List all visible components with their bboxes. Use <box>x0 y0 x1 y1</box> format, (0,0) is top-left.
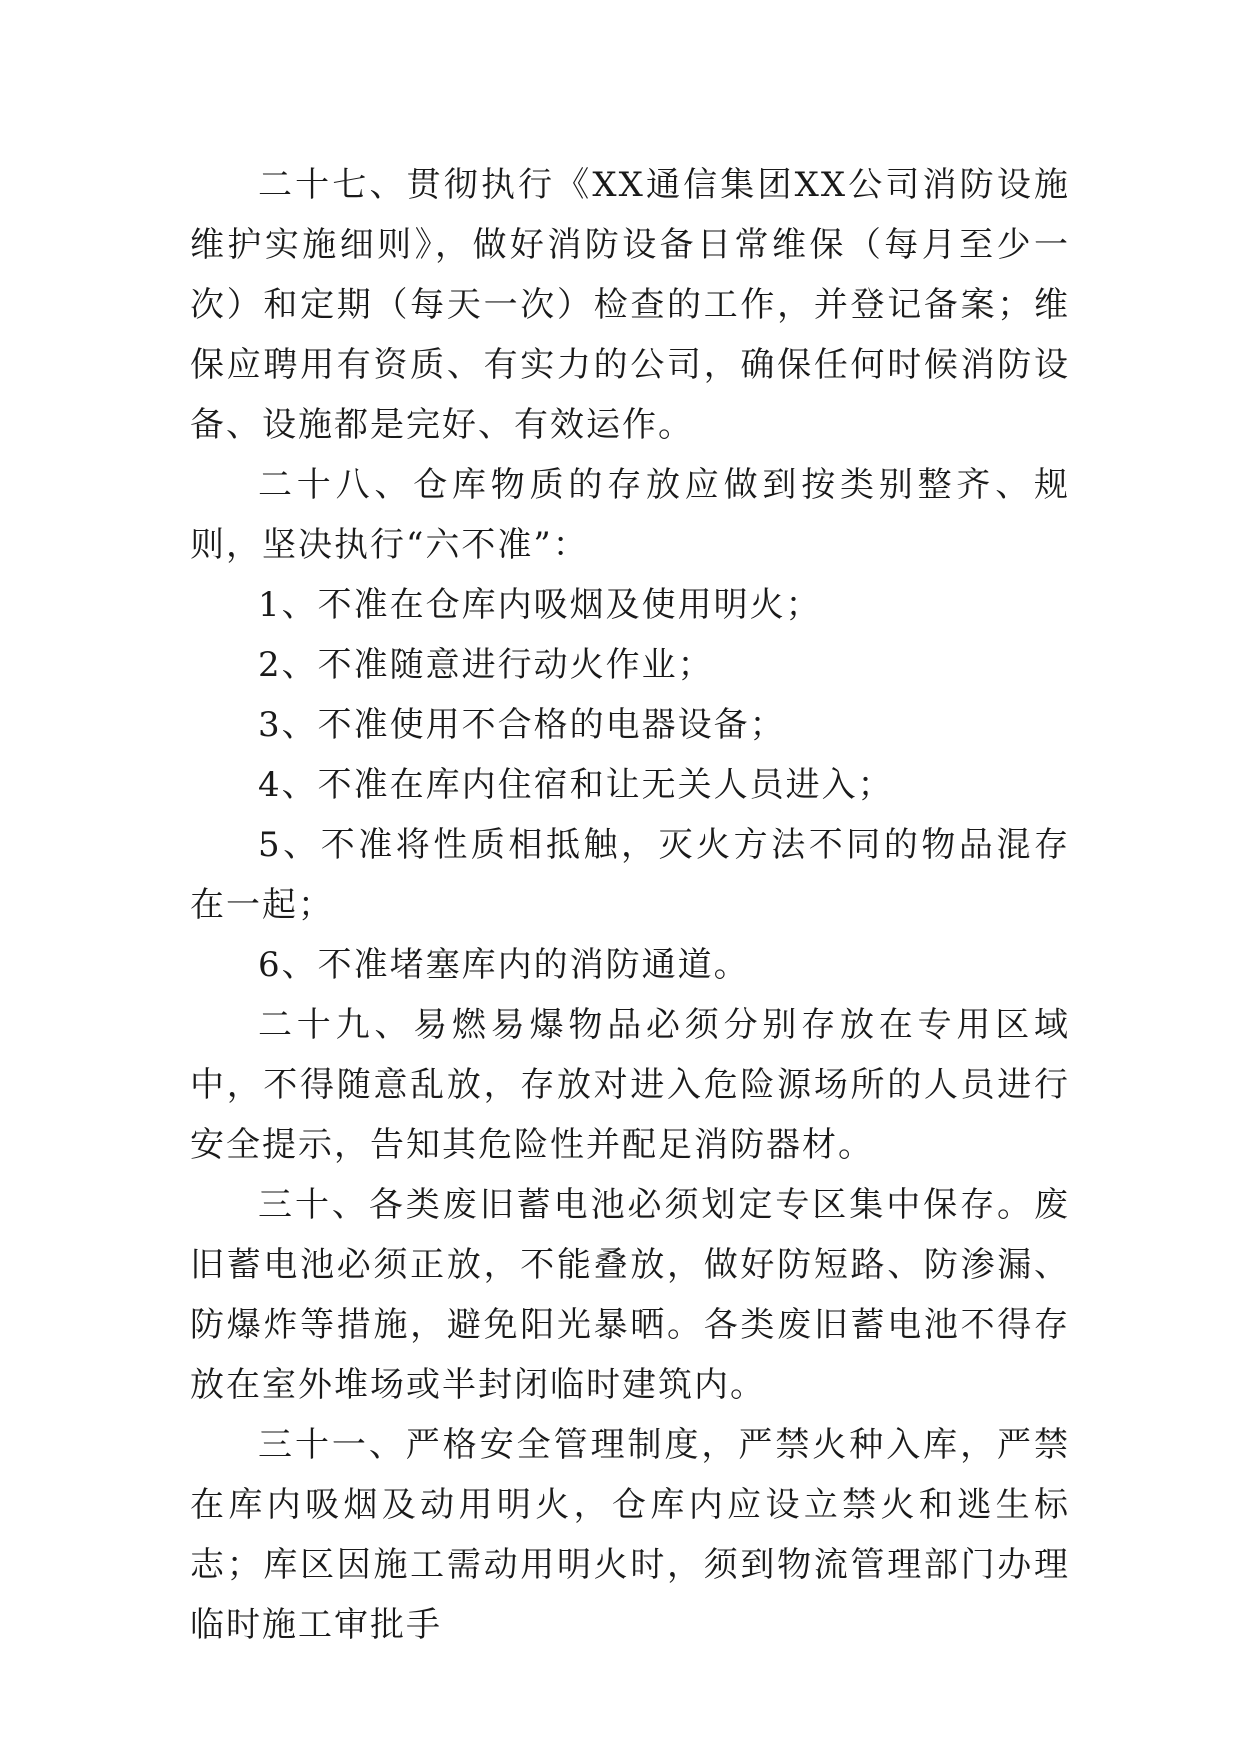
paragraph-article-28: 二十八、仓库物质的存放应做到按类别整齐、规则，坚决执行“六不准”： <box>190 465 1070 565</box>
list-item-rule-4: 4、不准在库内住宿和让无关人员进入； <box>258 765 894 805</box>
list-item-rule-3: 3、不准使用不合格的电器设备； <box>258 705 786 745</box>
paragraph-article-27: 二十七、贯彻执行《XX通信集团XX公司消防设施维护实施细则》，做好消防设备日常维保（每月至少一次）和定期（每天一次）检查的工作，并登记备案；维保应聘用有资质、有实力的公司，确保任何时候消防设备、设施都是完好、有效运作。 <box>190 165 1070 445</box>
body-text <box>190 155 1070 1655</box>
list-item-rule-1: 1、不准在仓库内吸烟及使用明火； <box>258 585 822 625</box>
paragraph-article-30: 三十、各类废旧蓄电池必须划定专区集中保存。废旧蓄电池必须正放，不能叠放，做好防短路、防渗漏、防爆炸等措施，避免阳光暴晒。各类废旧蓄电池不得存放在室外堆场或半封闭临时建筑内。 <box>190 1185 1070 1405</box>
list-item-rule-6: 6、不准堵塞库内的消防通道。 <box>258 945 750 985</box>
paragraph-article-29: 二十九、易燃易爆物品必须分别存放在专用区域中，不得随意乱放，存放对进入危险源场所的人员进行安全提示，告知其危险性并配足消防器材。 <box>190 1005 1070 1165</box>
paragraph-article-31: 三十一、严格安全管理制度，严禁火种入库，严禁在库内吸烟及动用明火，仓库内应设立禁火和逃生标志；库区因施工需动用明火时，须到物流管理部门办理临时施工审批手 <box>190 1425 1070 1645</box>
list-item-rule-2: 2、不准随意进行动火作业； <box>258 645 714 685</box>
list-item-rule-5: 5、不准将性质相抵触，灭火方法不同的物品混存在一起； <box>190 825 1070 925</box>
